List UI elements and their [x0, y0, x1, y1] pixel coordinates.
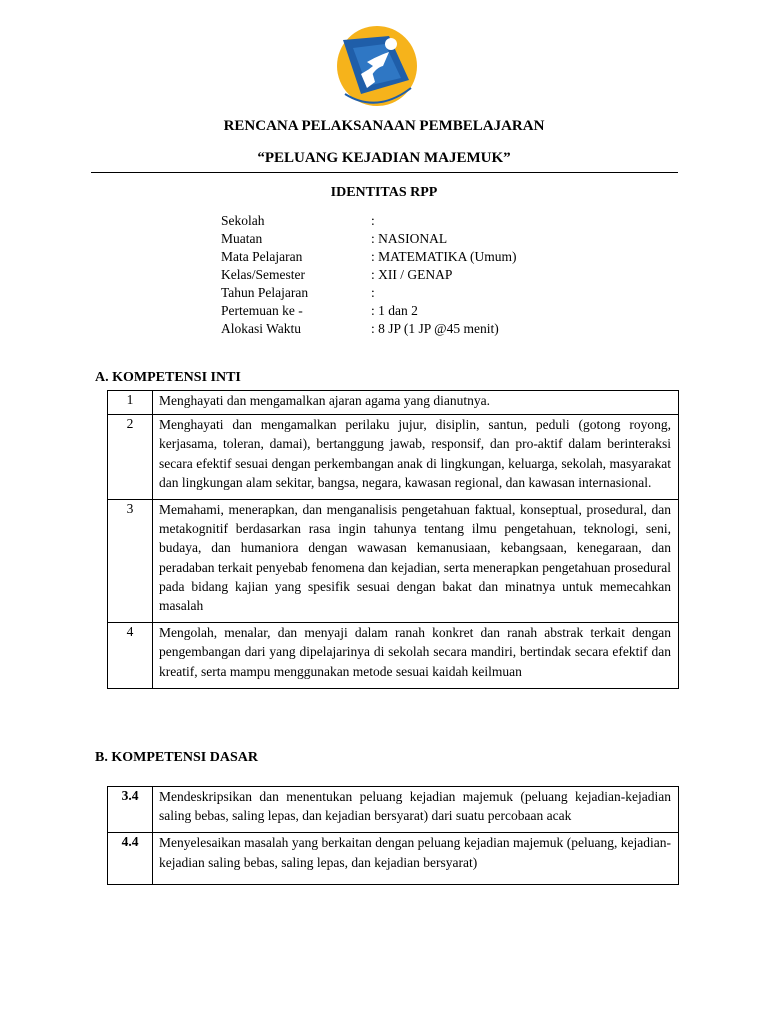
identity-row-tahun-pelajaran [221, 284, 517, 302]
kompetensi-dasar-table [107, 786, 679, 885]
identity-list [221, 212, 517, 338]
identity-row-pertemuan [221, 302, 517, 320]
kompetensi-inti-heading: A. KOMPETENSI INTI [95, 370, 241, 385]
table-row [108, 415, 679, 500]
identity-label: Pertemuan ke - [221, 303, 303, 318]
identity-label: Kelas/Semester [221, 267, 305, 282]
identity-label: Mata Pelajaran [221, 249, 303, 264]
identity-row-mata-pelajaran [221, 248, 517, 266]
kompetensi-dasar-heading: B. KOMPETENSI DASAR [95, 750, 258, 765]
identity-value: : 8 JP (1 JP @45 menit) [371, 321, 499, 336]
kd-number: 4.4 [108, 833, 153, 884]
table-row [108, 623, 679, 689]
kd-text: Mendeskripsikan dan menentukan peluang kejadian majemuk (peluang kejadian-kejadian saling bebas, saling lepas, dan kejadian bersyarat) dari suatu percobaan acak [159, 789, 671, 824]
identity-row-sekolah [221, 212, 517, 230]
ki-number: 3 [108, 500, 153, 623]
identity-value: : [371, 213, 375, 228]
identity-row-alokasi-waktu [221, 320, 517, 338]
identity-label: Sekolah [221, 213, 265, 228]
table-row [108, 833, 679, 884]
identity-row-muatan [221, 230, 517, 248]
identity-heading: IDENTITAS RPP [330, 185, 438, 200]
title-divider [91, 172, 678, 173]
document-title: RENCANA PELAKSANAAN PEMBELAJARAN [223, 118, 545, 134]
document-subtitle: “PELUANG KEJADIAN MAJEMUK” [257, 150, 511, 166]
ki-number: 1 [108, 391, 153, 415]
kd-number: 3.4 [108, 787, 153, 833]
ki-number: 4 [108, 623, 153, 689]
ki-text: Menghayati dan mengamalkan ajaran agama yang dianutnya. [159, 393, 490, 408]
identity-value: : MATEMATIKA (Umum) [371, 249, 517, 264]
ki-number: 2 [108, 415, 153, 500]
ki-text: Mengolah, menalar, dan menyaji dalam ranah konkret dan ranah abstrak terkait dengan pengembangan dari yang dipelajarinya di sekolah secara mandiri, bertindak secara efektif dan kreatif, serta mampu menggunakan metode sesuai kaidah keilmuan [159, 625, 671, 679]
ki-text: Menghayati dan mengamalkan perilaku jujur, disiplin, santun, peduli (gotong royong, kerjasama, toleran, damai), bertanggung jawab, responsif, dan pro-aktif dalam berinteraksi secara efektif sesuai dengan perkembangan anak di lingkungan, keluarga, sekolah, masyarakat dan lingkungan alam sekitar, bangsa, negara, kawasan regional, dan kawasan internasional. [159, 417, 671, 490]
table-row [108, 500, 679, 623]
identity-label: Muatan [221, 231, 263, 246]
ki-text: Memahami, menerapkan, dan menganalisis pengetahuan faktual, konseptual, prosedural, dan metakognitif berdasarkan rasa ingin tahunya tentang ilmu pengetahuan, teknologi, seni, budaya, dan humaniora dengan wawasan kemanusiaan, kebangsaan, kenegaraan, dan peradaban terkait penyebab fenomena dan kejadian, serta menerapkan pengetahuan prosedural pada bidang kajian yang spesifik sesuai dengan bakat dan minatnya untuk memecahkan masalah [159, 502, 671, 614]
kompetensi-inti-table [107, 390, 679, 689]
kd-text: Menyelesaikan masalah yang berkaitan dengan peluang kejadian majemuk (peluang, kejadian-kejadian saling bebas, saling lepas, dan kejadian bersyarat) [159, 835, 671, 870]
table-row [108, 391, 679, 415]
identity-value: : XII / GENAP [371, 267, 453, 282]
identity-value: : NASIONAL [371, 231, 448, 246]
table-row [108, 787, 679, 833]
identity-value: : 1 dan 2 [371, 303, 418, 318]
identity-label: Tahun Pelajaran [221, 285, 309, 300]
kurikulum-2013-logo [331, 22, 423, 114]
identity-value: : [371, 285, 375, 300]
identity-label: Alokasi Waktu [221, 321, 302, 336]
identity-row-kelas-semester [221, 266, 517, 284]
